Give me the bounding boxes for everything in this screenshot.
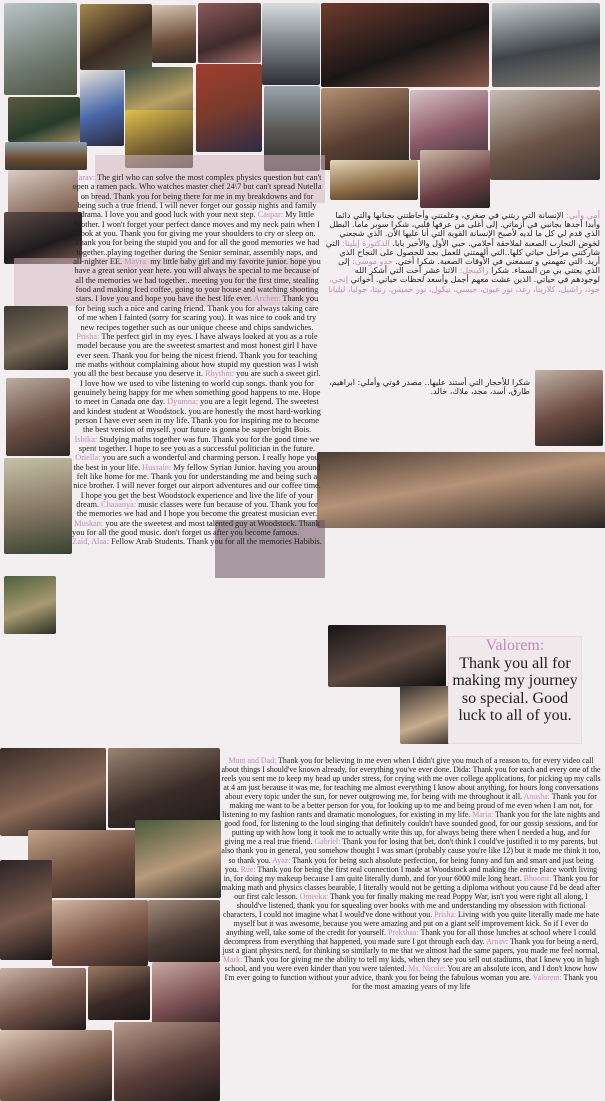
english-messages	[72, 173, 322, 547]
photo-selfie-7	[148, 900, 220, 962]
photo-selfie-4	[135, 820, 221, 898]
message-text: Thank you for making me want to be a better person for you, for looking up to me and being proud of me even when I am not, for listening to my fashion rants and dramatic monologues, for existing in my life.	[222, 792, 597, 820]
message-name: Ms. Nicole:	[408, 964, 446, 974]
photo-group-formal	[317, 452, 605, 528]
photo-graduation-adults	[492, 3, 600, 87]
photo-temple-gate	[5, 142, 87, 170]
message-name: Hussain:	[142, 462, 172, 472]
arabic-messages	[325, 211, 600, 294]
photo-selfie-1	[0, 748, 106, 836]
message-name: Bhoomi:	[523, 873, 552, 883]
photo-hallway	[262, 3, 320, 85]
photo-smiling-friends	[321, 88, 409, 170]
photo-selfie-12	[114, 1022, 220, 1101]
message-name: Ishika:	[74, 434, 98, 444]
message-name: Prekshaa:	[388, 927, 419, 937]
message-name: جدو موسى:	[352, 256, 393, 267]
message-text: Thank you for finally making me read Poppy War, isn't you were right all along, I should've listened, thank you for squealing over books with me and understanding my obsession with fictional characters, I could not imagine what I would've done without you.	[223, 891, 588, 919]
message-name: الدكتورة إيلينا:	[342, 237, 390, 248]
photo-selfie-8	[0, 968, 86, 1030]
message-name: إنجي، جود، راشيل، كلارينا، رغد، نور عيون، جيسي، نيكول، نور خميس، رنيتا، جوليا، ليليانا	[328, 274, 600, 294]
message-text: Thank you for giving me the ability to tell my kids, when they see you sell out stadiums, that I knew you in high school, and you were even kinder than you were talented.	[224, 955, 599, 974]
photo-party	[198, 3, 261, 63]
photo-girls-stage	[420, 150, 490, 208]
valorem-name: Valorem:	[485, 637, 545, 654]
photo-selfie-11	[0, 1030, 112, 1101]
message-name: Oriella:	[75, 453, 101, 463]
photo-selfie-5	[0, 860, 52, 960]
bottom-messages	[221, 756, 601, 991]
message-text: الإنسانة التي ربتني في صغري، وعلمتني وأحاطتني بحنانها والتي دائما وأبدا أجدها بجانبي في أزماتي. إلى أغلى من عرفها قلبي، شكرا سوبر ماما. البطل الذي قدم لي كل ما لديه لأصبح الإنسانة القوية التي أنا عليها الآن. الذي شجعني لخوض التجارب الصعبة لملاحقة أحلامي. حبي الأول والأخير بابا.	[329, 210, 600, 248]
message-name: Chaaanya:	[101, 500, 137, 510]
photo-friends-5	[4, 576, 56, 634]
message-text: إلى الذي يعتني بي من السماء. شكرا	[338, 256, 600, 276]
message-name: Archen:	[253, 294, 281, 304]
message-text: you are a legit legend. The sweetest and kindest student at Woodstock. you are honestly the most hard-working person I have ever seen in my life. Thank you for inspiring me to become the best version of myself. your future is gonna be super bright Bois.	[73, 397, 321, 435]
message-name: Anusha:	[523, 792, 550, 802]
message-text: Fellow Arab Students. Thank you for all the memories Habibis.	[109, 537, 322, 547]
photo-friends-1	[4, 212, 82, 264]
message-text: my little baby girl and my favorite junior. hope you have a great senior year here. you will always be special to me because of all the memories we had together.. meeting you for the first time, stealing food and making Iced coffee, going to your house and watching shooting stars. I love you and hope you have the best life ever.	[74, 257, 321, 304]
message-text: Thank you for the most amazing years of my life	[351, 973, 598, 992]
message-text: Studying maths together was fun. Thank you for the good time we spent together. I hope to see you as a successful politician in the future.	[78, 434, 320, 453]
message-text: My fellow Syrian Junior. having you around felt like home for me. Thank you for understanding me and being such a nice brother. I will never forget our airport adventures and our coffee time. I hope you get the best Woodstock experience and live the life of your dream.	[73, 462, 321, 510]
message-name: Prisha:	[434, 909, 457, 919]
message-text: التي شاركتني مراحل حياتي كلها..التي ألهمتني للعمل بجد للحصول على النجاح الذي أريد. التي تفهمني و تسمعني في الأوقات الصعبة. شكرا أختي.	[325, 237, 600, 267]
photo-red-wall	[196, 64, 262, 152]
message-text: You are an absolute icon, and I don't know how I'm ever going to function without your advice, thank you for being the fabulous woman you are.	[224, 964, 598, 983]
photo-school-friends	[152, 5, 196, 63]
message-text: My little brother. I won't forget your perfect dance moves and my neck pain when I look at you. Thank you for giving me your shoulders to cry or sleep on. Thank you for being the stupid you and for all the good memories we had together..playing together during the Senior seminar, assembly naps, and all-nighter EE.	[73, 210, 320, 267]
photo-selfie-2	[108, 748, 220, 828]
message-name: Mark:	[223, 955, 243, 965]
arabic-footer: شكرا للأحجار التي أستند عليها.. مصدر قوتي وأملي: ابراهيم، طارق، أسد، مجد، ملاك، خالد.	[329, 377, 530, 397]
message-text: Thank you for the late nights and good food, for listening to the loud singing that definitely couldn't have sounded good, for our gossip sessions, and for putting up with how long it took me to actually write this up, for always being there when I needed a hug, and for giving me a real true friend.	[224, 810, 600, 847]
photo-table-dinner	[490, 90, 600, 180]
message-text: Thank you for being such a nice and caring friend. Thank you for always taking care of me when I fainted (sorry for scaring you). It was nice to cook and try new recipes together such as our unique cheese and chips sandwiches.	[75, 294, 319, 332]
message-text: Thank you for being such absolute perfection, for being funny and fun and smart and just being you.	[224, 855, 594, 874]
message-text: Thank you for being the first real connection I made at Woodstock and making the entire place worth living in, for doing my makeup because I am quite literally dumb, and for your 6000 mile long heart.	[223, 864, 598, 883]
photo-blue-sweater	[80, 70, 124, 146]
message-name: Mum and Dad:	[228, 756, 277, 765]
photo-friends-2	[4, 306, 68, 370]
message-name: Caspar:	[257, 210, 284, 220]
message-text: Thank you for believing in me even when I didn't give you much of a reason to, for every video call about things I should've known already, for everything you've ever done. Dida: Thank you for each and every one of the reels you sent me to keep my head up under stress, for crying with me over college applications, for picking up my calls at 4 am just because it was me, for teaching me almost everything I know about anything, for hours long conversations about every topic under the sun, for never outgrowing me, for being with me throughout it all.	[221, 756, 601, 802]
message-text: Thank you for being a nerd, just a giant physics nerd, for thinking so similarly to me that we almost had the same papers, you made me feel normal.	[222, 936, 600, 955]
message-text: الاثنا عشر أخت التي أشكر الله لوجودهم في حياتي. الذين عشت معهم أجمل وأسعد لحظات حياتي. أخواتي	[348, 265, 600, 285]
photo-night-outing	[328, 625, 446, 687]
message-text: Thank you for all those lunches at school where I could decompress from everything that happened, you made sure I got through each day.	[223, 927, 596, 946]
message-name: Omeeka:	[299, 891, 329, 901]
photo-christmas-family	[321, 3, 489, 87]
message-name: Rue:	[240, 864, 256, 874]
message-text: Living with you quite literally made me hate myself but it was awesome, because you were amazing and put on a giant self improvement kick. So if I ever do anything well, take some of the credit for yourself.	[226, 909, 599, 937]
message-text: Thank you for losing that bet, don't think I could've justified it to my parents, but also thank you in general, you somehow thought I was smart (probably cause you're like 12) but it made me think it too, so thank you.	[221, 837, 601, 865]
photo-friends-cafe	[8, 97, 80, 142]
message-text: Thank you for making math and physics classes bearable, I literally would not be getting a diploma without you cause I'd be dead after our first calc lesson.	[221, 873, 601, 901]
photo-group-indoor	[80, 4, 152, 70]
message-text: music classes were fun because of you. Thank you for the memories we had and I hope you become the greatest musician ever.	[76, 500, 318, 519]
photo-selfie-9	[88, 966, 150, 1020]
message-name: Dyumna:	[167, 397, 199, 407]
message-text: you are the sweetest and most talented guy at Woodstock. Thank you for all the good music. don't forget us after you become famous.	[72, 518, 320, 538]
message-text: The girl who can solve the most complex physics question but can't open a ramen pack. Who watches master chef 24\7 but can't spread Nutella on bread. Thank you for being there for me in my breakdowns and for being such a true friend. I will never forget our gossip nights and family drama. I love you and good luck with your next step.	[72, 173, 322, 220]
message-name: Valorem:	[532, 973, 562, 983]
message-name: Mayra:	[124, 257, 149, 267]
message-name: Muskan:	[74, 518, 104, 528]
message-name: Prisha:	[76, 331, 100, 341]
message-text: you are such a sweet girl. I love how we used to vibe listening to world cup songs. thank you for genuinely being happy for me when something good happens to me. Hope to meet in Canada one day.	[73, 369, 321, 407]
photo-selfie-6	[52, 900, 148, 966]
message-name: Gabriel:	[314, 837, 341, 847]
photo-mall	[330, 160, 418, 200]
message-name: Maria:	[472, 810, 494, 820]
photo-friends-3	[6, 378, 70, 456]
message-name: Aarav:	[72, 173, 96, 182]
valorem-note	[449, 637, 581, 743]
message-text: The perfect girl in my eyes. I have always looked at you as a role model because you are the sweetest smartest and most honest girl I have ever seen. Thank you for being the nicest friend. Thank you for teaching me maths without complaining about how stupid my question was I wish you all the best because you deserve it.	[73, 331, 319, 379]
photo-group-outdoor	[4, 3, 77, 95]
message-name: Yusra, Zaid, Alaa:	[72, 528, 322, 547]
message-name: Ayaz:	[272, 855, 291, 865]
message-name: Rhythm:	[205, 369, 235, 379]
message-name: راكينجل:	[459, 265, 489, 276]
message-text: you are such a wonderful and charming person. I really hope you the best in your life.	[73, 453, 319, 472]
valorem-text: Thank you all for making my journey so special. Good luck to all of you.	[452, 654, 578, 724]
photo-girls-right	[535, 370, 603, 446]
message-name: أمي وأبي:	[566, 210, 600, 220]
photo-friends-4	[4, 458, 72, 554]
message-name: Arnav:	[486, 936, 509, 946]
